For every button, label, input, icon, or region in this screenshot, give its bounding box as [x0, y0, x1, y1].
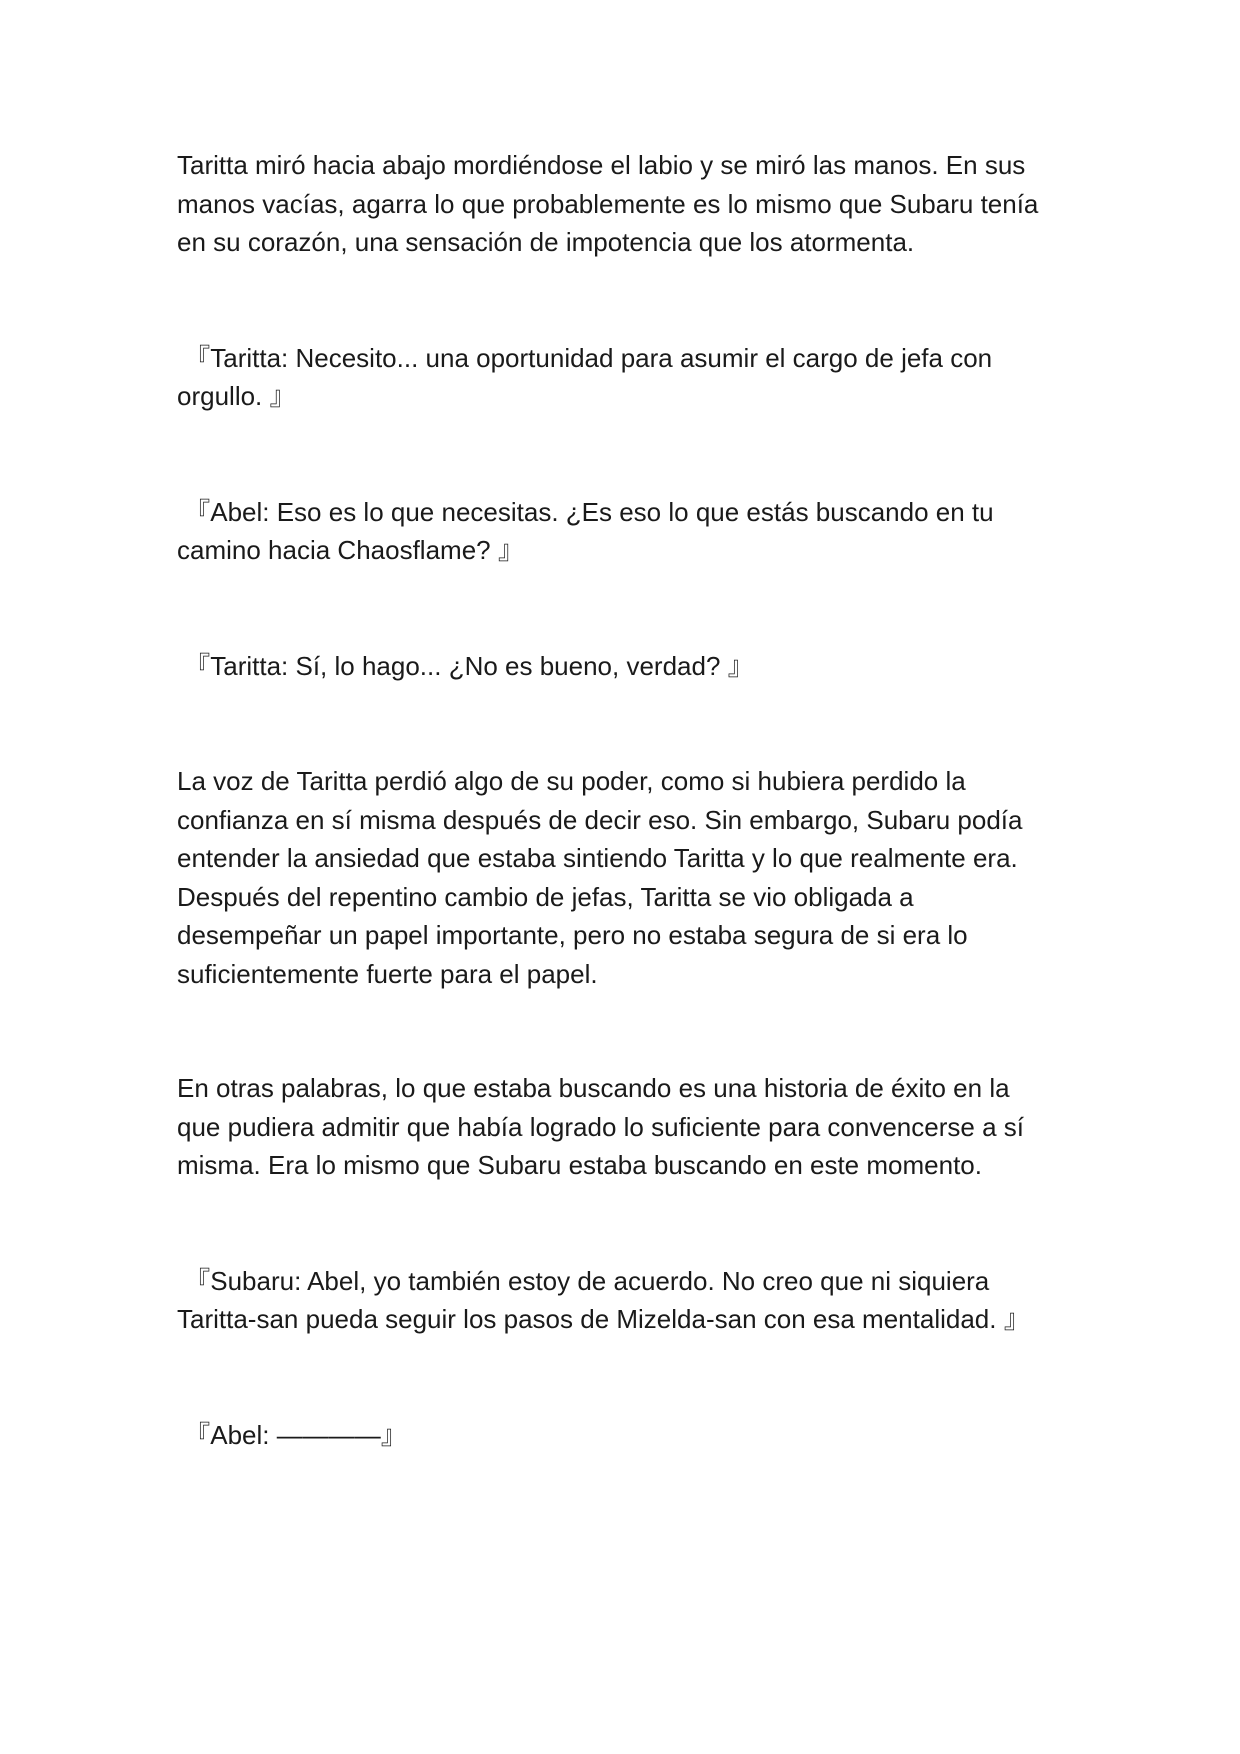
paragraph-spacer: [177, 1339, 1077, 1416]
dialogue-taritta: 『Taritta: Sí, lo hago... ¿No es bueno, verdad? 』: [177, 650, 754, 681]
paragraph-spacer: [177, 993, 1077, 1069]
paragraph-spacer: [177, 1185, 1077, 1262]
paragraph-spacer: [177, 262, 1077, 339]
paragraph-spacer: [177, 416, 1077, 493]
dialogue-subaru: 『Subaru: Abel, yo también estoy de acuerdo. No creo que ni siquiera Taritta-san pueda seguir los pasos de Mizelda-san con esa mentalidad. 』: [177, 1265, 1030, 1334]
dialogue-taritta: 『Taritta: Necesito... una oportunidad para asumir el cargo de jefa con orgullo. 』: [177, 342, 993, 411]
dialogue-abel: 『Abel: Eso es lo que necesitas. ¿Es eso lo que estás buscando en tu camino hacia Chaosflame? 』: [177, 496, 994, 565]
dialogue-abel: 『Abel: ――――』: [177, 1419, 407, 1450]
narration-paragraph: La voz de Taritta perdió algo de su poder, como si hubiera perdido la confianza en sí misma después de decir eso. Sin embargo, Subaru podía entender la ansiedad que estaba sintiendo Taritta y lo que realmente era. Después del repentino cambio de jefas, Taritta se vio obligada a desempeñar un papel importante, pero no estaba segura de si era lo suficientemente fuerte para el papel.: [177, 766, 1023, 989]
paragraph-spacer: [177, 685, 1077, 762]
narration-paragraph: Taritta miró hacia abajo mordiéndose el labio y se miró las manos. En sus manos vacías, agarra lo que probablemente es lo mismo que Subaru tenía en su corazón, una sensación de impotencia que los atormenta.: [177, 150, 1039, 257]
narration-paragraph: En otras palabras, lo que estaba buscando es una historia de éxito en la que pudiera admitir que había logrado lo suficiente para convencerse a sí misma. Era lo mismo que Subaru estaba buscando en este momento.: [177, 1073, 1024, 1180]
paragraph-spacer: [177, 570, 1077, 647]
document-body: [177, 146, 1077, 1454]
